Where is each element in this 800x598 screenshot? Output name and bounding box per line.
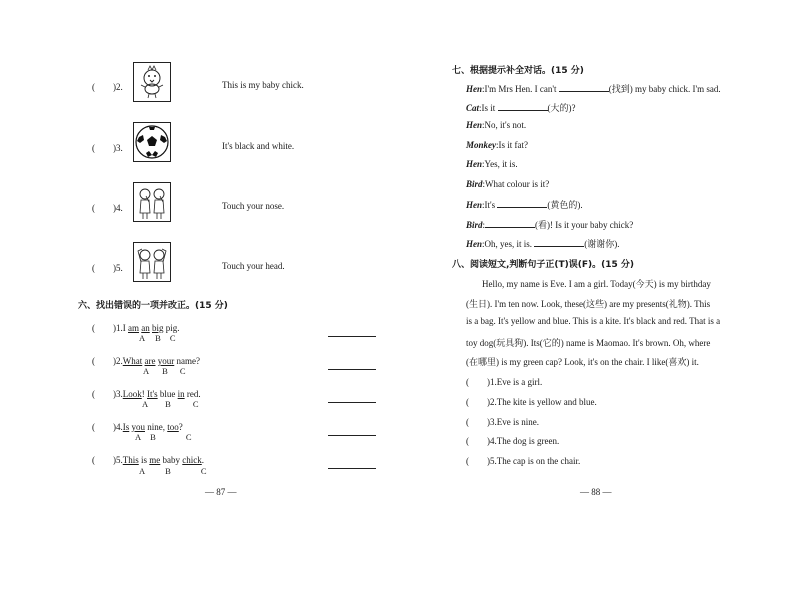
answer-line[interactable] (328, 336, 376, 337)
option-b: It's (147, 389, 158, 399)
tf-item: ( )3.Eve is nine. (466, 417, 539, 427)
dialog-line: Monkey:Is it fat? (466, 140, 528, 150)
passage-line: toy dog(玩具狗). Its(它的) name is Maomao. It's brown. Oh, where (466, 338, 711, 348)
speaker: Bird (466, 220, 483, 230)
answer-line[interactable] (328, 435, 376, 436)
option-a: am (128, 323, 139, 333)
sec6-item-1: ( )1.I am an big pig. (92, 323, 180, 333)
pic-item-num: ( )5. (92, 263, 123, 273)
item-num: ( )5. (92, 455, 123, 465)
option-c: chick (182, 455, 202, 465)
dialog-line: Bird: (看)! Is it your baby chick? (466, 220, 634, 230)
speaker: Hen (466, 120, 483, 130)
item-num: ( )4. (466, 436, 497, 446)
pic-item-text: It's black and white. (222, 141, 295, 151)
speaker: Cat (466, 103, 480, 113)
item-num: ( )3. (92, 389, 123, 399)
answer-line[interactable] (328, 468, 376, 469)
speaker: Hen (466, 200, 483, 210)
dialog-line: Hen:It's (黄色的). (466, 200, 583, 210)
answer-blank[interactable] (485, 219, 535, 228)
dialog-line: Hen:I'm Mrs Hen. I can't (找到) my baby chick. I'm sad. (466, 84, 721, 94)
option-b: you (131, 422, 145, 432)
answer-blank[interactable] (559, 83, 609, 92)
item-num: ( )3. (466, 417, 497, 427)
tf-item: ( )1.Eve is a girl. (466, 377, 543, 387)
option-a: What (122, 356, 143, 366)
passage-line: is a bag. It's yellow and blue. This is a kite. It's black and red. That is a (466, 316, 721, 326)
section-7-title: 七、根据提示补全对话。(15 分) (452, 66, 584, 76)
section-8-title: 八、阅读短文,判断句子正(T)误(F)。(15 分) (452, 260, 635, 270)
option-a: Is (122, 422, 130, 432)
speaker: Hen (466, 239, 483, 249)
option-a: Look (122, 389, 142, 399)
sec6-item-2: ( )2.What are your name? (92, 356, 200, 366)
sec6-item-3: ( )3.Look! It's blue in red. (92, 389, 201, 399)
dialog-line: Hen:Yes, it is. (466, 159, 518, 169)
answer-line[interactable] (328, 402, 376, 403)
speaker: Monkey (466, 140, 496, 150)
pic-item-text: Touch your head. (222, 261, 285, 271)
dialog-line: Cat:Is it (大的)? (466, 103, 576, 113)
dialog-line: Hen:Oh, yes, it is. (谢谢你). (466, 239, 620, 249)
pic-item-text: This is my baby chick. (222, 80, 304, 90)
option-b: me (149, 455, 161, 465)
answer-line[interactable] (328, 369, 376, 370)
kids-touch-head-icon (133, 242, 171, 282)
abc-labels: A B C (142, 399, 199, 409)
chick-drawing-icon (133, 62, 171, 102)
tf-item: ( )5.The cap is on the chair. (466, 456, 581, 466)
section-6-title: 六、找出错误的一项并改正。(15 分) (78, 301, 228, 311)
item-num: ( )2. (466, 397, 497, 407)
soccer-ball-icon (133, 122, 171, 162)
option-a: This (122, 455, 139, 465)
sec6-item-4: ( )4.Is you nine, too? (92, 422, 183, 432)
option-b: an (141, 323, 150, 333)
page-number-right: — 88 — (580, 487, 612, 497)
answer-blank[interactable] (498, 102, 548, 111)
dialog-line: Hen:No, it's not. (466, 120, 527, 130)
abc-labels: A B C (139, 333, 176, 343)
pic-item-num: ( )2. (92, 82, 123, 92)
abc-labels: A B C (143, 366, 186, 376)
item-num: ( )2. (92, 356, 123, 366)
item-num: ( )5. (466, 456, 497, 466)
speaker: Bird (466, 179, 483, 189)
answer-blank[interactable] (534, 238, 584, 247)
option-b: are (144, 356, 156, 366)
dialog-line: Bird:What colour is it? (466, 179, 550, 189)
option-c: your (157, 356, 175, 366)
pic-item-text: Touch your nose. (222, 201, 285, 211)
option-c: too (167, 422, 179, 432)
kids-touch-nose-icon (133, 182, 171, 222)
tf-item: ( )4.The dog is green. (466, 436, 560, 446)
abc-labels: A B C (135, 432, 192, 442)
abc-labels: A B C (139, 466, 207, 476)
passage-line: Hello, my name is Eve. I am a girl. Today(今天) is my birthday (482, 279, 711, 289)
answer-blank[interactable] (497, 199, 547, 208)
option-c: big (152, 323, 164, 333)
passage-line: (生日). I'm ten now. Look, these(这些) are my presents(礼物). This (466, 299, 711, 309)
passage-line: (在哪里) is my green cap? Look, it's on the chair. I like(喜欢) it. (466, 357, 699, 367)
pic-item-num: ( )3. (92, 143, 123, 153)
sec6-item-5: ( )5.This is me baby chick. (92, 455, 205, 465)
option-c: in (177, 389, 185, 399)
item-num: ( )4. (92, 422, 123, 432)
tf-item: ( )2.The kite is yellow and blue. (466, 397, 597, 407)
page-number-left: — 87 — (205, 487, 237, 497)
item-num: ( )1. (466, 377, 497, 387)
speaker: Hen (466, 159, 483, 169)
item-num: ( )1. (92, 323, 123, 333)
speaker: Hen (466, 84, 483, 94)
pic-item-num: ( )4. (92, 203, 123, 213)
